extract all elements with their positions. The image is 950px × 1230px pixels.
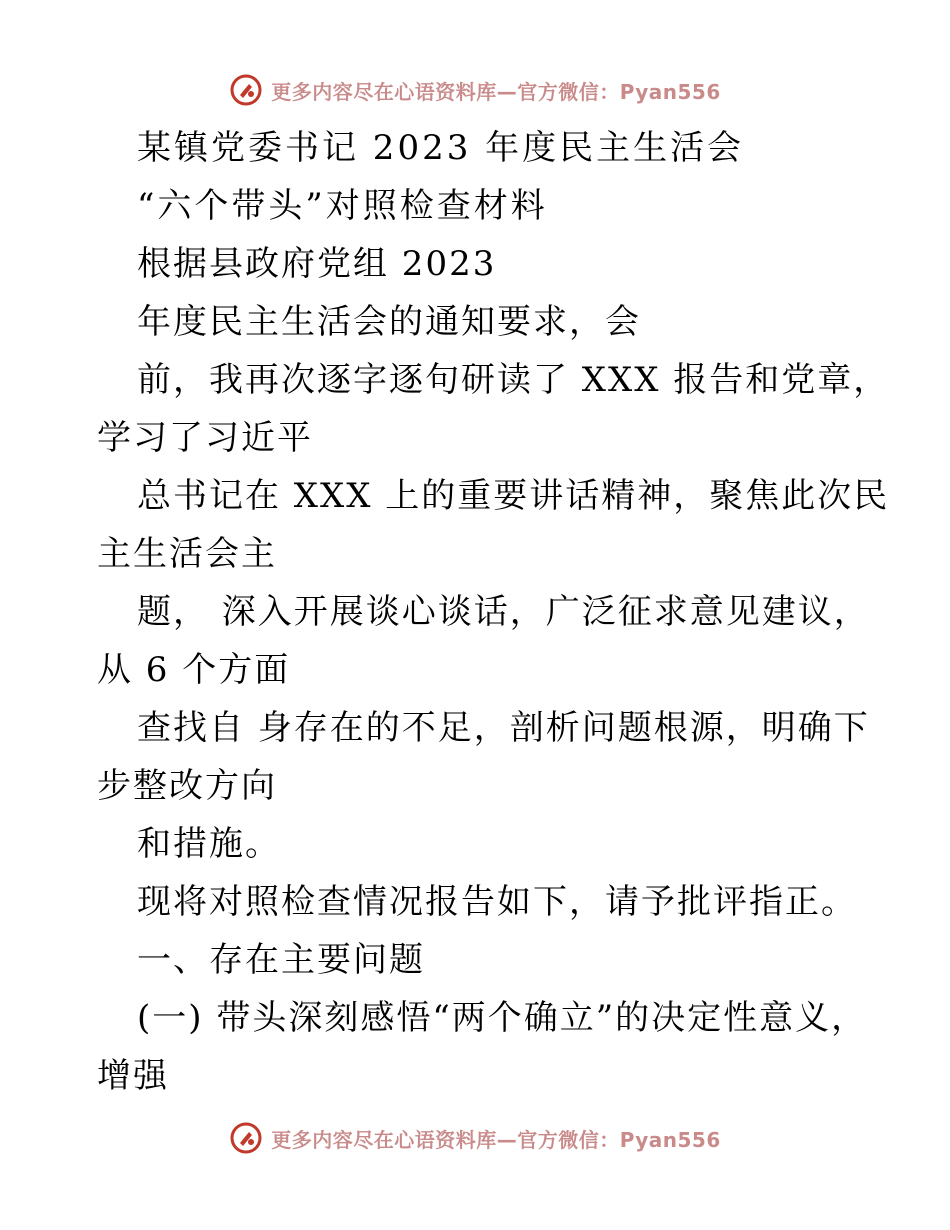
paragraph-line: 现将对照检查情况报告如下，请予批评指正。	[137, 882, 857, 922]
watermark-footer	[0, 1118, 950, 1158]
paragraph-line: 总书记在 XXX 上的重要讲话精神，聚焦此次民	[137, 476, 890, 516]
logo-icon	[229, 1121, 263, 1155]
paragraph-line: 学习了习近平	[97, 418, 313, 458]
paragraph-line: 增强	[97, 1056, 169, 1096]
section-heading: 一、存在主要问题	[137, 940, 425, 980]
paragraph-line: 根据县政府党组 2023	[137, 244, 497, 284]
paragraph-line: 年度民主生活会的通知要求，会	[137, 302, 641, 342]
document-title-line-2: “六个带头”对照检查材料	[137, 186, 548, 226]
paragraph-line: 题， 深入开展谈心谈话，广泛征求意见建议，	[137, 592, 870, 632]
paragraph-line: 前，我再次逐字逐句研读了 XXX 报告和党章，	[137, 360, 890, 400]
document-title-line-1: 某镇党委书记 2023 年度民主生活会	[137, 128, 745, 168]
watermark-header	[0, 70, 950, 110]
paragraph-line: 查找自 身存在的不足，剖析问题根源，明确下	[137, 708, 870, 748]
watermark-text: 更多内容尽在心语资料库—官方微信：Pyan556	[271, 1127, 721, 1152]
watermark-text: 更多内容尽在心语资料库—官方微信：Pyan556	[271, 79, 721, 104]
subsection-heading: (一) 带头深刻感悟“两个确立”的决定性意义，	[137, 998, 868, 1038]
paragraph-line: 和措施。	[137, 824, 281, 864]
paragraph-line: 步整改方向	[97, 766, 277, 806]
paragraph-line: 主生活会主	[97, 534, 277, 574]
paragraph-line: 从 6 个方面	[97, 650, 291, 690]
logo-icon	[229, 73, 263, 107]
